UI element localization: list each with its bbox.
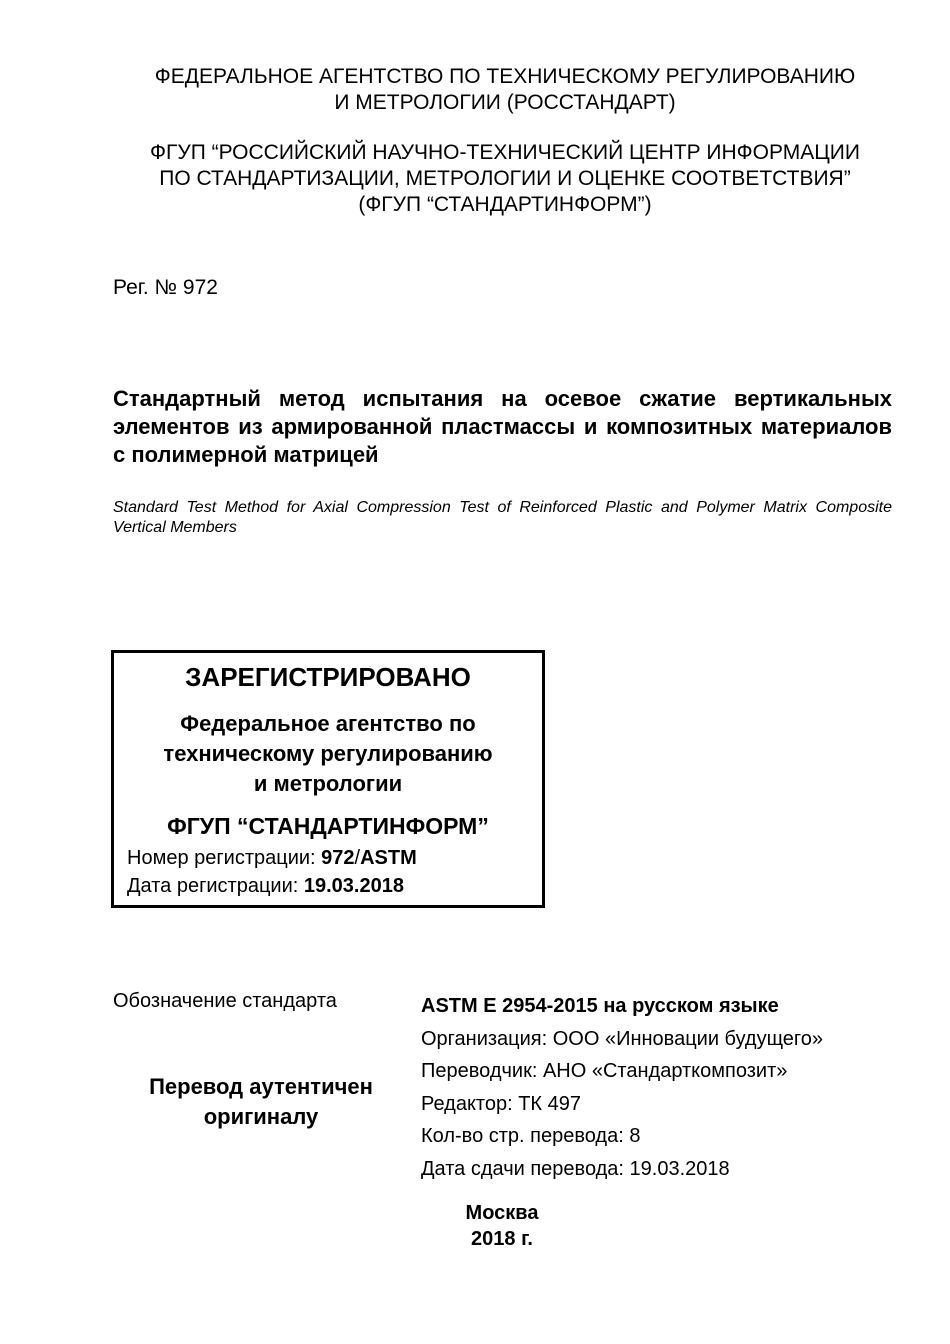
- stamp-organization: ФГУП “СТАНДАРТИНФОРМ”: [167, 813, 489, 839]
- registration-number: Рег. № 972: [113, 276, 218, 299]
- stamp-reg-number-value: 972: [321, 847, 355, 869]
- authentic-note-line-1: Перевод аутентичен: [149, 1074, 373, 1099]
- stamp-reg-number-separator: /: [354, 847, 361, 869]
- stamp-agency-line-3: и метрологии: [253, 771, 403, 796]
- stamp-agency-line-1: Федеральное агентство по: [180, 711, 476, 736]
- stamp-reg-date-label: Дата регистрации:: [127, 875, 304, 897]
- translation-details: [421, 990, 823, 1185]
- authentic-translation-note: [130, 1072, 392, 1132]
- organization-header-line-3: (ФГУП “СТАНДАРТИНФОРМ”): [358, 193, 652, 216]
- year: 2018 г.: [471, 1228, 533, 1250]
- authentic-note-line-2: оригиналу: [203, 1104, 319, 1129]
- registration-stamp: [111, 650, 545, 908]
- agency-header-line-1: ФЕДЕРАЛЬНОЕ АГЕНТСТВО ПО ТЕХНИЧЕСКОМУ РЕГУЛИРОВАНИЮ: [154, 65, 856, 88]
- detail-submission-date: Дата сдачи перевода: 19.03.2018: [421, 1157, 730, 1180]
- detail-organization: Организация: ООО «Инновации будущего»: [421, 1027, 824, 1050]
- city: Москва: [465, 1202, 539, 1224]
- stamp-registration-number: [127, 845, 417, 871]
- standard-designation-label: Обозначение стандарта: [113, 990, 337, 1012]
- detail-translator: Переводчик: АНО «Стандарткомпозит»: [421, 1060, 788, 1082]
- standard-designation-value: ASTM E 2954-2015 на русском языке: [421, 995, 779, 1017]
- stamp-agency-line-2: техническому регулированию: [163, 741, 493, 766]
- detail-page-count: Кол-во стр. перевода: 8: [421, 1125, 641, 1147]
- stamp-heading: ЗАРЕГИСТРИРОВАНО: [185, 662, 471, 692]
- agency-header: [80, 64, 930, 116]
- stamp-reg-number-suffix: ASTM: [360, 847, 417, 869]
- document-title-russian: Стандартный метод испытания на осевое сжатие вертикальных элементов из армированной пластмассы и композитных материалов с полимерной матрицей: [113, 386, 892, 467]
- stamp-reg-date-value: 19.03.2018: [303, 875, 404, 897]
- organization-header: [80, 140, 930, 218]
- stamp-reg-number-label: Номер регистрации:: [127, 847, 322, 869]
- detail-editor: Редактор: ТК 497: [421, 1092, 581, 1115]
- stamp-agency: [114, 709, 542, 799]
- place-and-year: [402, 1200, 602, 1252]
- stamp-registration-date: [127, 873, 404, 899]
- document-title-english: Standard Test Method for Axial Compression Test of Reinforced Plastic and Polymer Matrix Composite Vertical Members: [113, 499, 892, 536]
- agency-header-line-2: И МЕТРОЛОГИИ (РОССТАНДАРТ): [334, 91, 676, 114]
- organization-header-line-1: ФГУП “РОССИЙСКИЙ НАУЧНО-ТЕХНИЧЕСКИЙ ЦЕНТР ИНФОРМАЦИИ: [150, 141, 860, 164]
- organization-header-line-2: ПО СТАНДАРТИЗАЦИИ, МЕТРОЛОГИИ И ОЦЕНКЕ СООТВЕТСТВИЯ”: [159, 167, 851, 190]
